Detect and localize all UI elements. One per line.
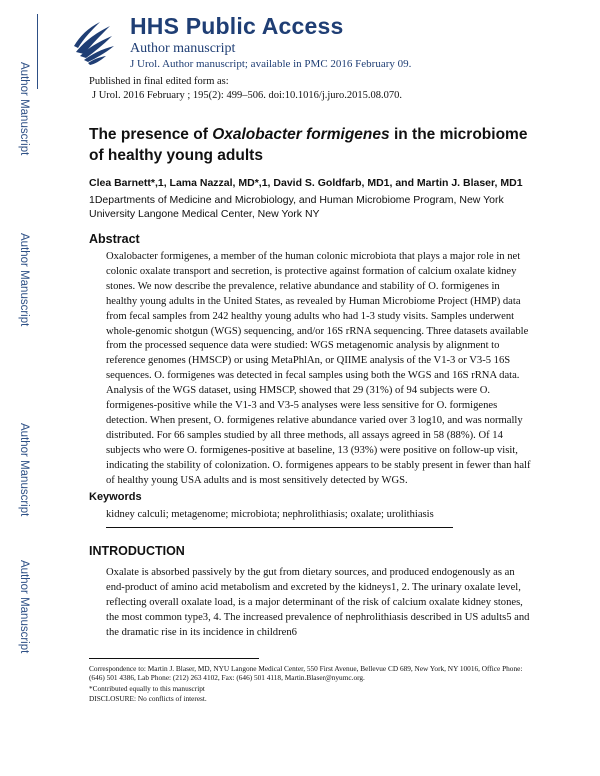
header-divider xyxy=(37,14,38,89)
disclosure-footnote: DISCLOSURE: No conflicts of interest. xyxy=(89,694,207,703)
article-title xyxy=(89,124,529,166)
sidebar-label-3: Author Manuscript xyxy=(18,423,30,517)
correspondence-footnote: Correspondence to: Martin J. Blaser, MD, NYU Langone Medical Center, 550 First Avenue, Bellevue CD 689, New York, NY 10016, Office Phone: (646) 501 4386, Lab Phone: (212) 263 4102, Fax: (646) 501 4118, Martin.Blaser@nyumc.org. xyxy=(89,664,523,683)
title-part-1: The presence of xyxy=(89,126,213,143)
abstract-heading: Abstract xyxy=(89,232,140,246)
keywords-list: kidney calculi; metagenome; microbiota; nephrolithiasis; oxalate; urolithiasis xyxy=(106,509,434,520)
abstract-text: Oxalobacter formigenes, a member of the human colonic microbiota that plays a major role in net colonic oxalate transport and secretion, is protective against formation of calcium oxalate kidney stones. We now describe the prevalence, relative abundance and stability of O. formigenes in healthy young adults in the United States, as revealed by Human Microbiome Project (HMP) data from fecal samples from 242 healthy young adults who had 1-3 study visits. Samples underwent whole-genomic shotgun (WGS) sequencing, and/or 16S rRNA sequencing. Three datasets available from the processed sequence data were studied: WGS metagenomic analysis by alignment to reference genomes (HMSCP) or using MetaPhlAn, or QIIME analysis of the V1-3 or V3-5 16S sequences. O. formigenes was detected in fecal samples using both the WGS and 16S rRNA data. Analysis of the WGS dataset, using HMSCP, showed that 29 (31%) of 94 subjects were O. formigenes-positive while the V1-3 and V3-5 analyses were less sensitive for O. formigenes detection. When present, O. formigenes relative abundance varied over 3 log10, and was normally distributed. For 66 samples studied by all three methods, all assays agreed in 58 (88%). Of 14 subjects who were O. formigenes-positive at baseline, 13 (93%) were positive on follow-up visit, indicating the stability of colonization. O. formigenes appears to be stably present in fewer than half of healthy young USA adults and is most sensitively detected by WGS. xyxy=(106,251,531,486)
introduction-text: Oxalate is absorbed passively by the gut from dietary sources, and produced endogenously as an end-product of amino acid metabolism and excreted by the kidneys1, 2. The urinary oxalate level, reflecting overall oxalate load, is a major determinant of the risk of calcium oxalate kidney stones, the most common type3, 4. The increased prevalence of nephrolithiasis described in US adults5 and the dramatic rise in its incidence in children6 xyxy=(106,567,530,638)
author-list: Clea Barnett*,1, Lama Nazzal, MD*,1, David S. Goldfarb, MD1, and Martin J. Blaser, MD1 xyxy=(89,177,523,189)
footnote-rule xyxy=(89,658,259,659)
affiliation: 1Departments of Medicine and Microbiology, and Human Microbiome Program, New York University Langone Medical Center, New York NY xyxy=(89,194,504,220)
sidebar-label-4: Author Manuscript xyxy=(18,560,30,654)
author-manuscript-subtitle: Author manuscript xyxy=(130,41,236,56)
sidebar-label-2: Author Manuscript xyxy=(18,233,30,327)
published-in-label: Published in final edited form as: xyxy=(89,76,229,87)
journal-availability-line: J Urol. Author manuscript; available in PMC 2016 February 09. xyxy=(130,58,412,70)
hhs-eagle-logo-icon xyxy=(70,18,118,72)
citation-line: J Urol. 2016 February ; 195(2): 499–506. doi:10.1016/j.juro.2015.08.070. xyxy=(92,90,403,101)
introduction-heading: INTRODUCTION xyxy=(89,544,185,558)
title-part-2: in the microbiome of healthy young adults xyxy=(89,126,528,164)
keywords-rule xyxy=(106,527,453,528)
hhs-public-access-title: HHS Public Access xyxy=(130,13,344,39)
equal-contribution-footnote: *Contributed equally to this manuscript xyxy=(89,684,205,693)
keywords-heading: Keywords xyxy=(89,491,142,503)
title-organism: Oxalobacter formigenes xyxy=(212,126,390,143)
sidebar-label-1: Author Manuscript xyxy=(18,62,30,156)
